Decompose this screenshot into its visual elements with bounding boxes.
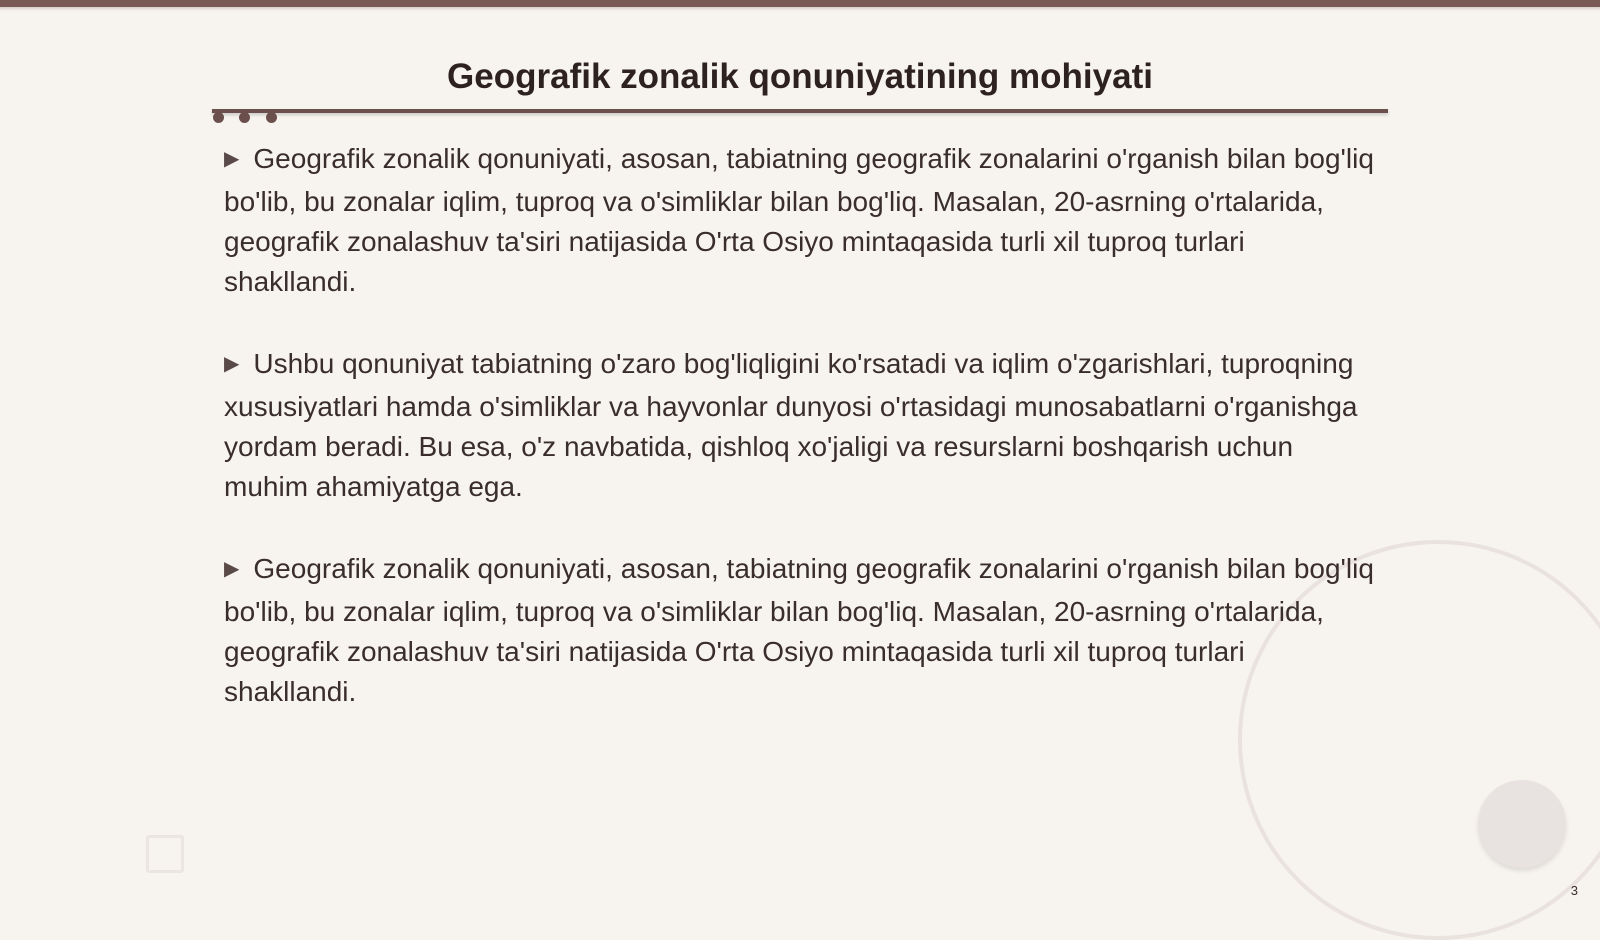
bullet-item	[224, 549, 1374, 712]
bullet-list	[224, 139, 1374, 754]
decorative-square	[146, 835, 184, 873]
page-number: 3	[1570, 883, 1578, 898]
bullet-item	[224, 139, 1374, 302]
slide-title: Geografik zonalik qonuniyatining mohiyati	[447, 57, 1153, 96]
bullet-text: Ushbu qonuniyat tabiatning o'zaro bog'liqligini ko'rsatadi va iqlim o'zgarishlari, tuproqning xususiyatlari hamda o'simliklar va hayvonlar dunyosi o'rtasidagi munosabatlarni o'rganishga yordam beradi. Bu esa, o'z navbatida, qishloq xo'jaligi va resurslarni boshqarish uchun muhim ahamiyatga ega.	[224, 348, 1358, 502]
decorative-circle-filled	[1478, 780, 1566, 868]
triangle-bullet-icon: ▶	[224, 148, 240, 170]
top-accent-bar	[0, 0, 1600, 7]
decorative-dot	[266, 112, 277, 123]
decorative-dot	[239, 112, 250, 123]
decorative-dot	[213, 112, 224, 123]
triangle-bullet-icon: ▶	[224, 353, 240, 375]
bullet-text: Geografik zonalik qonuniyati, asosan, tabiatning geografik zonalarini o'rganish bilan bog'liq bo'lib, bu zonalar iqlim, tuproq va o'simliklar bilan bog'liq. Masalan, 20-asrning o'rtalarida, geografik zonalashuv ta'siri natijasida O'rta Osiyo mintaqasida turli xil tuproq turlari shakllandi.	[224, 143, 1374, 297]
top-accent-shadow	[0, 7, 1600, 11]
bullet-item	[224, 344, 1374, 507]
bullet-text: Geografik zonalik qonuniyati, asosan, tabiatning geografik zonalarini o'rganish bilan bog'liq bo'lib, bu zonalar iqlim, tuproq va o'simliklar bilan bog'liq. Masalan, 20-asrning o'rtalarida, geografik zonalashuv ta'siri natijasida O'rta Osiyo mintaqasida turli xil tuproq turlari shakllandi.	[224, 553, 1374, 707]
title-underline	[212, 109, 1388, 113]
triangle-bullet-icon: ▶	[224, 558, 240, 580]
